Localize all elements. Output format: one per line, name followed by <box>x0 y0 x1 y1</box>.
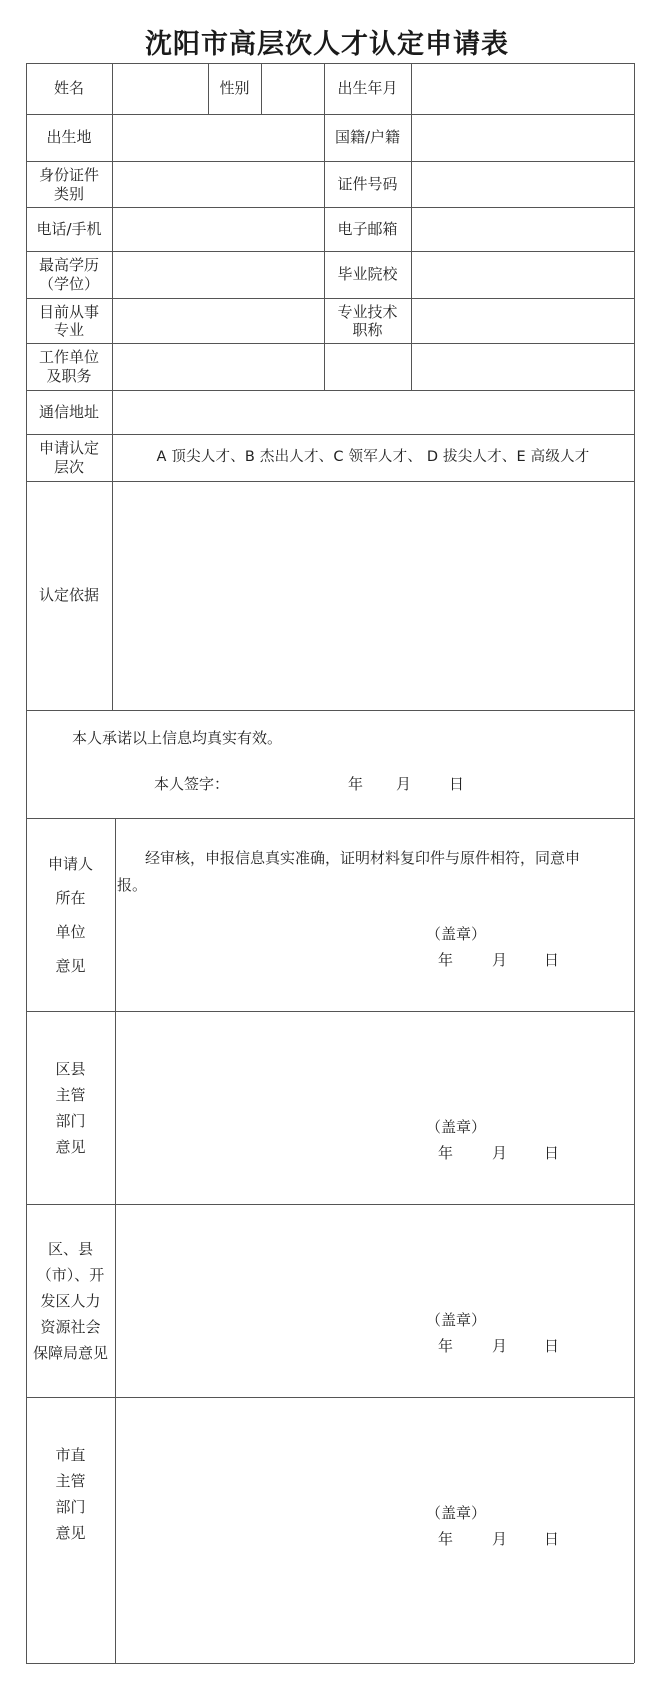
label-line: 单位 <box>55 922 86 941</box>
input-id-number[interactable] <box>411 161 634 207</box>
label-major-line1: 目前从事 <box>38 302 99 321</box>
label-id-number: 证件号码 <box>337 174 398 193</box>
stamp-label: （盖章） <box>426 1504 487 1522</box>
input-professional-title[interactable] <box>411 298 634 343</box>
date-year: 年 <box>438 1337 454 1355</box>
label-line: 区县 <box>55 1059 86 1078</box>
label-birth: 出生年月 <box>337 79 398 97</box>
date-month: 月 <box>492 1144 508 1162</box>
label-line: 部门 <box>55 1111 86 1130</box>
opinion-city-dept-label <box>26 1397 115 1590</box>
input-major[interactable] <box>112 298 324 343</box>
table-border-right <box>634 63 635 1663</box>
label-work-unit-line1: 工作单位 <box>38 347 99 366</box>
label-line: 市直 <box>55 1445 86 1464</box>
input-gender[interactable] <box>261 63 324 114</box>
signature-field[interactable] <box>238 769 338 795</box>
label-line: 所在 <box>55 888 86 907</box>
date-day: 日 <box>544 1337 560 1355</box>
label-line: 主管 <box>55 1471 86 1490</box>
input-address[interactable] <box>112 390 634 434</box>
label-phone: 电话/手机 <box>36 219 102 238</box>
row-divider <box>26 1011 634 1012</box>
opinion-applicant-unit-stamp <box>26 923 634 973</box>
date-year: 年 <box>438 1144 454 1162</box>
date-month: 月 <box>492 1337 508 1355</box>
label-id-type-line2: 类别 <box>53 185 84 203</box>
label-school: 毕业院校 <box>337 265 398 283</box>
table-border-bottom <box>26 1663 634 1664</box>
label-line: 保障局意见 <box>32 1343 108 1362</box>
signature-label: 本人签字： <box>154 775 230 793</box>
pledge-year: 年 <box>348 775 364 793</box>
label-gender: 性别 <box>219 79 250 97</box>
date-month: 月 <box>492 951 508 969</box>
label-nationality: 国籍/户籍 <box>334 128 401 146</box>
date-day: 日 <box>544 1144 560 1162</box>
opinion-hr-bureau-label <box>26 1204 115 1397</box>
label-line: 申请人 <box>47 854 93 873</box>
label-line: 意见 <box>55 1523 86 1542</box>
pledge-month: 月 <box>396 775 412 793</box>
label-line: 部门 <box>55 1497 86 1516</box>
input-basis[interactable] <box>112 481 634 710</box>
date-year: 年 <box>438 1530 454 1548</box>
label-degree-line1: 最高学历 <box>38 255 99 274</box>
label-email: 电子邮箱 <box>337 219 398 238</box>
opinion-text-line: 经审核，申报信息真实准确，证明材料复印件与原件相符，同意申 <box>145 849 581 867</box>
label-name: 姓名 <box>53 79 84 97</box>
stamp-label: （盖章） <box>426 1118 487 1136</box>
label-id-type-line1: 身份证件 <box>38 166 99 184</box>
label-level <box>26 434 112 481</box>
label-work-unit-line2: 及职务 <box>46 366 92 385</box>
stamp-label: （盖章） <box>426 1311 487 1329</box>
pledge-day: 日 <box>449 775 465 793</box>
label-line: 主管 <box>55 1085 86 1104</box>
label-professional-title-line1: 专业技术 <box>337 302 398 321</box>
label-line: 区、县 <box>47 1239 93 1258</box>
label-line: （市）、开 <box>36 1265 105 1284</box>
opinion-applicant-unit-text <box>115 845 633 899</box>
opinion-text-line: 报。 <box>117 876 148 894</box>
label-level-line1: 申请认定 <box>38 438 99 457</box>
stamp-label: （盖章） <box>426 925 487 943</box>
row-divider <box>26 818 634 819</box>
input-birth[interactable] <box>411 63 634 114</box>
label-address: 通信地址 <box>38 402 99 421</box>
form-title: 沈阳市高层次人才认定申请表 <box>145 29 509 60</box>
row-divider <box>26 1397 634 1398</box>
level-options[interactable]: A 顶尖人才、B 杰出人才、C 领军人才、 D 拔尖人才、E 高级人才 <box>156 449 590 465</box>
label-birthplace: 出生地 <box>46 128 92 146</box>
pledge-text: 本人承诺以上信息均真实有效。 <box>72 729 283 747</box>
opinion-district-dept-stamp <box>26 1116 634 1166</box>
label-line: 意见 <box>55 956 86 975</box>
opinion-hr-bureau-stamp <box>26 1309 634 1359</box>
label-basis: 认定依据 <box>38 586 99 604</box>
label-degree-line2: （学位） <box>38 274 99 293</box>
opinion-district-dept-label <box>26 1011 115 1204</box>
input-school[interactable] <box>411 251 634 298</box>
input-nationality[interactable] <box>411 114 634 161</box>
label-major-line2: 专业 <box>53 320 84 339</box>
label-major <box>26 298 112 343</box>
input-degree[interactable] <box>112 251 324 298</box>
application-form-table <box>26 63 634 1663</box>
opinion-city-dept-stamp <box>26 1502 634 1552</box>
label-id-type <box>26 158 112 207</box>
label-professional-title <box>324 298 411 343</box>
row-divider <box>26 710 634 711</box>
input-work-unit[interactable] <box>112 343 634 390</box>
label-professional-title-line2: 职称 <box>352 320 383 339</box>
input-phone[interactable] <box>112 207 324 251</box>
date-month: 月 <box>492 1530 508 1548</box>
row-divider <box>26 1204 634 1205</box>
opinion-applicant-unit-label <box>26 818 115 1011</box>
label-line: 资源社会 <box>40 1317 101 1336</box>
input-id-type[interactable] <box>112 161 324 207</box>
label-line: 发区人力 <box>40 1291 101 1310</box>
label-line: 意见 <box>55 1137 86 1156</box>
date-day: 日 <box>544 951 560 969</box>
date-year: 年 <box>438 951 454 969</box>
label-work-unit <box>26 343 112 390</box>
label-level-line2: 层次 <box>53 457 84 476</box>
input-email[interactable] <box>411 207 634 251</box>
input-name[interactable] <box>112 63 208 114</box>
date-day: 日 <box>544 1530 560 1548</box>
label-degree <box>26 251 112 298</box>
input-birthplace[interactable] <box>112 114 324 161</box>
